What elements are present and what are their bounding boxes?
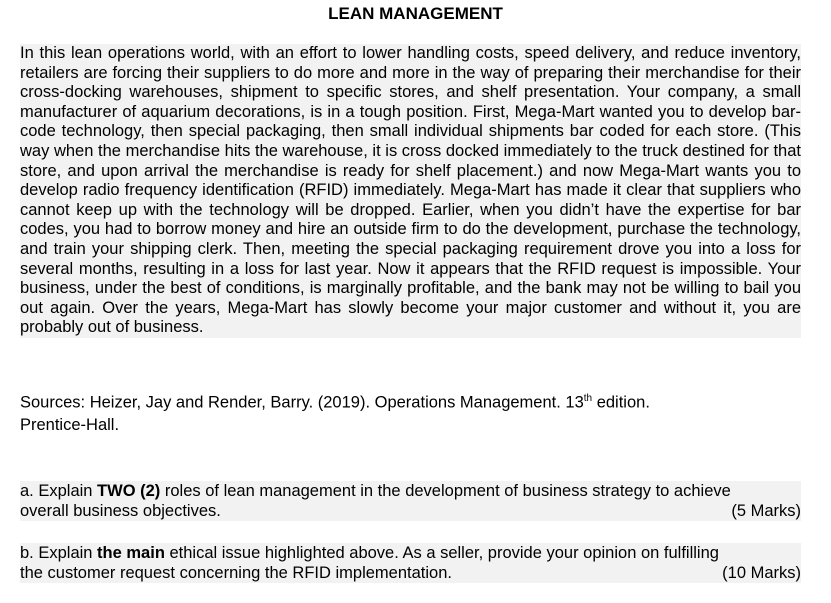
question-b xyxy=(20,543,801,583)
question-a-marks: (5 Marks) xyxy=(731,502,801,520)
page-title: LEAN MANAGEMENT xyxy=(328,4,503,23)
sources-label: Sources: xyxy=(20,393,86,412)
sources-publisher: Prentice-Hall. xyxy=(20,415,120,434)
case-passage: In this lean operations world, with an effort to lower handling costs, speed delivery, and reduce inventory, retailers are forcing their suppliers to do more and more in the way of preparing their merchandise for their cross-docking warehouses, shipment to specific stores, and shelf presentation. Your company, a small manufacturer of aquarium decorations, is in a tough position. First, Mega-Mart wanted you to develop bar-code technology, then special packaging, then small individual shipments bar coded for each store. (This way when the merchandise hits the warehouse, it is cross docked immediately to the truck destined for that store, and upon arrival the merchandise is ready for shelf placement.) and now Mega-Mart wants you to develop radio frequency identification (RFID) immediately. Mega-Mart has made it clear that suppliers who cannot keep up with the technology will be dropped. Earlier, when you didn’t have the expertise for bar codes, you had to borrow money and hire an outside firm to do the development, purchase the technology, and train your shipping clerk. Then, meeting the special packaging requirement drove you into a loss for several months, resulting in a loss for last year. Now it appears that the RFID request is impossible. Your business, under the best of conditions, is marginally profitable, and the bank may not be willing to bail you out again. Over the years, Mega-Mart has slowly become your major customer and without it, you are probably out of business. xyxy=(20,44,801,337)
edition-superscript: th xyxy=(583,393,593,404)
question-a-prefix: a. Explain xyxy=(20,482,98,500)
sources-citation xyxy=(20,388,801,436)
question-b-line2: the customer request concerning the RFID implementation. xyxy=(20,564,452,582)
question-a-emphasis: TWO (2) xyxy=(97,482,161,500)
question-b-marks: (10 Marks) xyxy=(722,564,801,582)
question-b-text: ethical issue highlighted above. As a seller, provide your opinion on fulfilling xyxy=(164,544,719,562)
question-a-text: roles of lean management in the development of business strategy to achieve xyxy=(160,482,731,500)
question-a-line2: overall business objectives. xyxy=(20,502,221,520)
question-b-emphasis: the main xyxy=(97,544,165,562)
question-b-prefix: b. Explain xyxy=(20,544,98,562)
sources-text: Heizer, Jay and Render, Barry. (2019). Operations Management. 13 xyxy=(85,393,584,412)
question-a xyxy=(20,481,801,521)
sources-edition: edition. xyxy=(592,393,650,412)
